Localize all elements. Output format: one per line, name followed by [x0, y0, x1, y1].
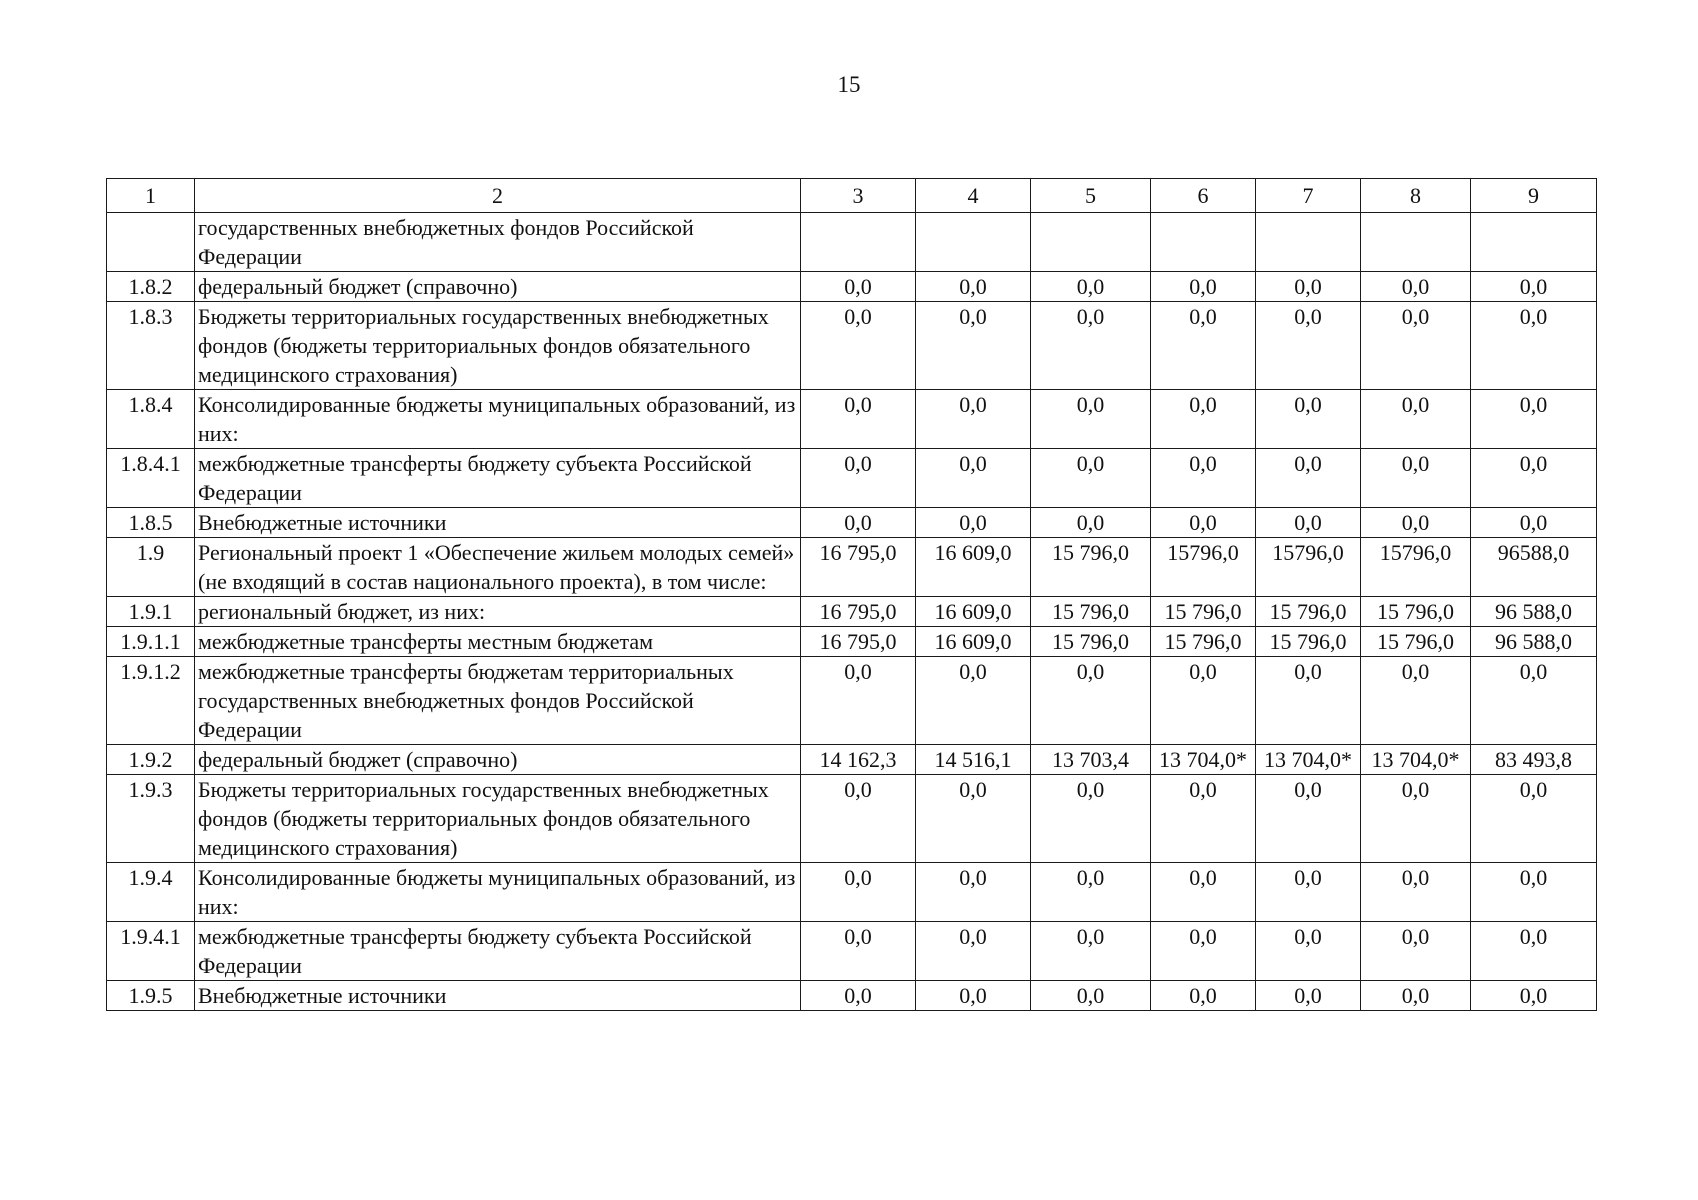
row-value: 0,0 [1471, 922, 1597, 981]
row-value: 13 704,0* [1151, 745, 1256, 775]
row-description: Консолидированные бюджеты муниципальных образований, из них: [195, 390, 801, 449]
row-value: 0,0 [1361, 390, 1471, 449]
page-number: 15 [837, 72, 861, 97]
row-number: 1.9.1.1 [107, 627, 195, 657]
row-value [1031, 213, 1151, 272]
row-value: 0,0 [1031, 302, 1151, 390]
column-header: 6 [1151, 179, 1256, 213]
row-value: 0,0 [1361, 449, 1471, 508]
row-value: 0,0 [1471, 863, 1597, 922]
table-row [107, 863, 1597, 922]
column-header: 1 [107, 179, 195, 213]
row-description: Региональный проект 1 «Обеспечение жильем молодых семей» (не входящий в состав национального проекта), в том числе: [195, 538, 801, 597]
row-value: 15 796,0 [1031, 627, 1151, 657]
row-value: 13 703,4 [1031, 745, 1151, 775]
row-value: 0,0 [916, 922, 1031, 981]
table-row [107, 302, 1597, 390]
row-value [1151, 213, 1256, 272]
row-value: 0,0 [1361, 272, 1471, 302]
row-number: 1.9.1.2 [107, 657, 195, 745]
row-value: 0,0 [1256, 390, 1361, 449]
table-row [107, 272, 1597, 302]
row-value: 0,0 [801, 775, 916, 863]
row-description: межбюджетные трансферты бюджету субъекта Российской Федерации [195, 449, 801, 508]
row-value: 0,0 [1361, 922, 1471, 981]
row-value: 16 795,0 [801, 538, 916, 597]
row-value [916, 213, 1031, 272]
row-value: 0,0 [1256, 657, 1361, 745]
table-row [107, 508, 1597, 538]
row-value: 0,0 [1256, 449, 1361, 508]
row-value: 15 796,0 [1151, 627, 1256, 657]
row-value: 0,0 [1031, 508, 1151, 538]
row-number [107, 213, 195, 272]
row-value [1361, 213, 1471, 272]
row-value: 0,0 [1256, 302, 1361, 390]
row-value: 0,0 [916, 863, 1031, 922]
row-description: межбюджетные трансферты бюджету субъекта Российской Федерации [195, 922, 801, 981]
row-description: межбюджетные трансферты бюджетам территориальных государственных внебюджетных фондов Российской Федерации [195, 657, 801, 745]
row-value: 0,0 [1031, 775, 1151, 863]
table-row [107, 775, 1597, 863]
row-value: 0,0 [1031, 863, 1151, 922]
table-row [107, 213, 1597, 272]
column-header: 5 [1031, 179, 1151, 213]
row-value: 15796,0 [1151, 538, 1256, 597]
row-value: 0,0 [801, 508, 916, 538]
row-value [1471, 213, 1597, 272]
row-value: 0,0 [801, 390, 916, 449]
row-number: 1.9.5 [107, 981, 195, 1011]
row-value: 15 796,0 [1151, 597, 1256, 627]
row-number: 1.9.1 [107, 597, 195, 627]
table-row [107, 627, 1597, 657]
row-value: 0,0 [916, 449, 1031, 508]
table-row [107, 597, 1597, 627]
row-value: 0,0 [1256, 863, 1361, 922]
row-value: 0,0 [1031, 981, 1151, 1011]
row-description: федеральный бюджет (справочно) [195, 745, 801, 775]
column-header: 9 [1471, 179, 1597, 213]
row-value: 0,0 [1256, 981, 1361, 1011]
row-description: государственных внебюджетных фондов Российской Федерации [195, 213, 801, 272]
table-body [107, 213, 1597, 1011]
row-value: 0,0 [1151, 302, 1256, 390]
row-value: 0,0 [1151, 657, 1256, 745]
row-value: 96 588,0 [1471, 597, 1597, 627]
row-number: 1.8.4 [107, 390, 195, 449]
row-description: федеральный бюджет (справочно) [195, 272, 801, 302]
row-description: Бюджеты территориальных государственных внебюджетных фондов (бюджеты территориальных фондов обязательного медицинского страхования) [195, 775, 801, 863]
table-row [107, 390, 1597, 449]
row-value: 15 796,0 [1031, 597, 1151, 627]
row-value: 13 704,0* [1361, 745, 1471, 775]
table-row [107, 745, 1597, 775]
row-value: 0,0 [801, 863, 916, 922]
row-value: 0,0 [1031, 922, 1151, 981]
row-value: 0,0 [1256, 508, 1361, 538]
column-header: 8 [1361, 179, 1471, 213]
row-value: 0,0 [916, 775, 1031, 863]
row-value: 0,0 [1471, 390, 1597, 449]
table-row [107, 922, 1597, 981]
row-value: 0,0 [1361, 508, 1471, 538]
row-value: 0,0 [1361, 657, 1471, 745]
row-value: 0,0 [916, 390, 1031, 449]
row-value: 16 795,0 [801, 627, 916, 657]
row-value: 0,0 [801, 922, 916, 981]
table-header-row [107, 179, 1597, 213]
row-value: 13 704,0* [1256, 745, 1361, 775]
row-value: 0,0 [1471, 981, 1597, 1011]
row-description: Консолидированные бюджеты муниципальных образований, из них: [195, 863, 801, 922]
row-description: Внебюджетные источники [195, 981, 801, 1011]
row-value: 0,0 [801, 657, 916, 745]
column-header: 4 [916, 179, 1031, 213]
row-value: 0,0 [801, 981, 916, 1011]
row-value: 16 609,0 [916, 538, 1031, 597]
row-value: 14 162,3 [801, 745, 916, 775]
row-value: 0,0 [916, 657, 1031, 745]
row-value: 83 493,8 [1471, 745, 1597, 775]
row-value: 15796,0 [1361, 538, 1471, 597]
row-value: 15 796,0 [1031, 538, 1151, 597]
row-value: 0,0 [1471, 657, 1597, 745]
row-value: 15796,0 [1256, 538, 1361, 597]
row-number: 1.8.3 [107, 302, 195, 390]
row-value: 0,0 [1471, 272, 1597, 302]
row-value: 96588,0 [1471, 538, 1597, 597]
row-value: 0,0 [1361, 775, 1471, 863]
row-value: 0,0 [1031, 657, 1151, 745]
row-value: 0,0 [916, 302, 1031, 390]
table-row [107, 449, 1597, 508]
row-value: 0,0 [1361, 302, 1471, 390]
row-value: 0,0 [1151, 922, 1256, 981]
row-number: 1.9.3 [107, 775, 195, 863]
row-description: межбюджетные трансферты местным бюджетам [195, 627, 801, 657]
column-header: 3 [801, 179, 916, 213]
row-value: 0,0 [1151, 508, 1256, 538]
budget-table [106, 178, 1597, 1011]
row-number: 1.8.4.1 [107, 449, 195, 508]
row-number: 1.9.4 [107, 863, 195, 922]
row-value: 16 795,0 [801, 597, 916, 627]
row-value: 0,0 [1471, 449, 1597, 508]
row-value: 0,0 [1151, 449, 1256, 508]
row-value: 0,0 [1151, 981, 1256, 1011]
row-value: 0,0 [1151, 390, 1256, 449]
row-value: 0,0 [1151, 272, 1256, 302]
row-value: 0,0 [1256, 272, 1361, 302]
row-description: региональный бюджет, из них: [195, 597, 801, 627]
row-value [801, 213, 916, 272]
row-number: 1.9 [107, 538, 195, 597]
table-row [107, 657, 1597, 745]
row-value: 15 796,0 [1361, 627, 1471, 657]
row-value: 0,0 [1151, 863, 1256, 922]
table-row [107, 538, 1597, 597]
row-value: 15 796,0 [1361, 597, 1471, 627]
row-value: 0,0 [801, 272, 916, 302]
column-header: 2 [195, 179, 801, 213]
row-value: 0,0 [1256, 922, 1361, 981]
row-value: 0,0 [1471, 302, 1597, 390]
row-value: 0,0 [1031, 272, 1151, 302]
row-value: 0,0 [916, 508, 1031, 538]
row-value: 0,0 [801, 449, 916, 508]
column-header: 7 [1256, 179, 1361, 213]
row-value: 0,0 [1151, 775, 1256, 863]
row-value: 96 588,0 [1471, 627, 1597, 657]
row-value: 0,0 [1361, 981, 1471, 1011]
row-value: 16 609,0 [916, 597, 1031, 627]
row-value [1256, 213, 1361, 272]
row-value: 15 796,0 [1256, 597, 1361, 627]
row-description: Внебюджетные источники [195, 508, 801, 538]
row-value: 0,0 [1471, 775, 1597, 863]
row-number: 1.9.4.1 [107, 922, 195, 981]
row-value: 0,0 [916, 272, 1031, 302]
row-value: 0,0 [1031, 390, 1151, 449]
row-value: 0,0 [1031, 449, 1151, 508]
row-description: Бюджеты территориальных государственных внебюджетных фондов (бюджеты территориальных фондов обязательного медицинского страхования) [195, 302, 801, 390]
row-value: 0,0 [916, 981, 1031, 1011]
row-value: 16 609,0 [916, 627, 1031, 657]
row-value: 0,0 [801, 302, 916, 390]
row-number: 1.8.5 [107, 508, 195, 538]
row-number: 1.8.2 [107, 272, 195, 302]
row-number: 1.9.2 [107, 745, 195, 775]
row-value: 0,0 [1256, 775, 1361, 863]
row-value: 0,0 [1361, 863, 1471, 922]
table-row [107, 981, 1597, 1011]
row-value: 14 516,1 [916, 745, 1031, 775]
row-value: 15 796,0 [1256, 627, 1361, 657]
row-value: 0,0 [1471, 508, 1597, 538]
